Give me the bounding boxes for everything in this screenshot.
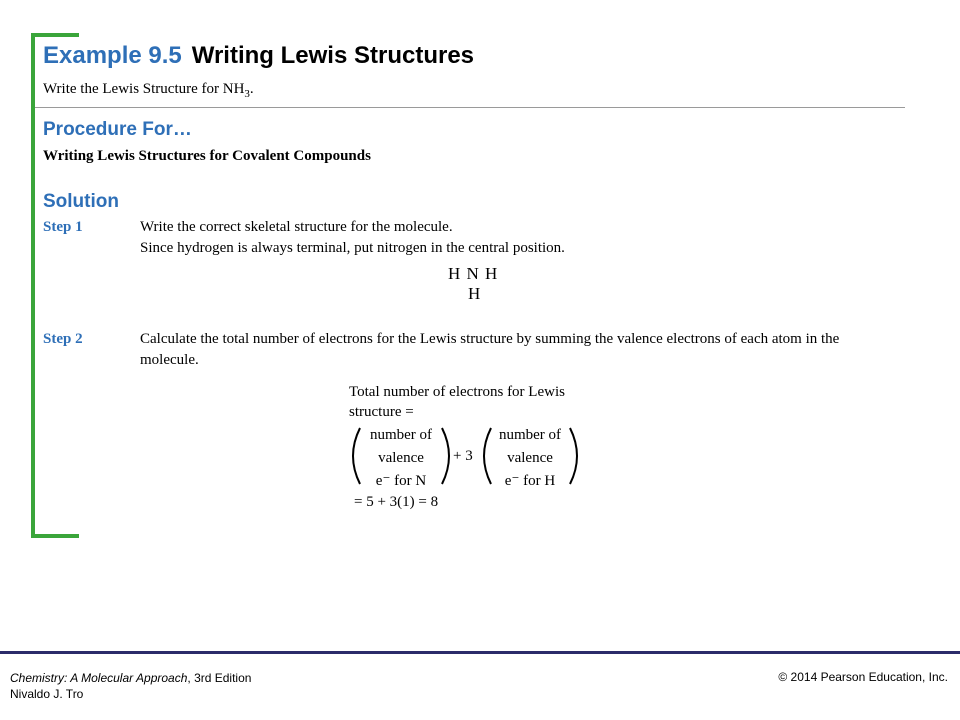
- step-1-text: [140, 217, 900, 259]
- book-title: Chemistry: A Molecular Approach: [10, 671, 188, 685]
- green-bracket-left: [31, 33, 35, 538]
- step-1-label: Step 1: [43, 219, 83, 235]
- book-edition: , 3rd Edition: [187, 671, 252, 685]
- equation-line-1: Total number of electrons for Lewis: [349, 384, 565, 400]
- intro-subscript: 3: [244, 88, 250, 100]
- intro-text: Write the Lewis Structure for $NH_3$.: [43, 81, 254, 100]
- footer-citation: [10, 670, 251, 702]
- author-name: Nivaldo J. Tro: [10, 687, 84, 701]
- example-label: Example 9.5: [43, 42, 182, 69]
- equation-line-2: structure =: [349, 404, 414, 420]
- green-bracket-top: [31, 33, 79, 37]
- procedure-subheading: Writing Lewis Structures for Covalent Compounds: [43, 148, 371, 164]
- fraction-hydrogen: number of valence e⁻ for H: [498, 427, 562, 489]
- multiplier: + 3: [453, 448, 473, 464]
- skeleton-row-1: H N H: [448, 264, 499, 283]
- footer-rule: [0, 651, 960, 654]
- electron-count-equation: [348, 384, 628, 514]
- procedure-heading: Procedure For…: [43, 119, 192, 140]
- step-1-line-2: Since hydrogen is always terminal, put nitrogen in the central position.: [140, 240, 565, 256]
- equation-result: = 5 + 3(1) = 8: [354, 494, 439, 510]
- step-1-line-1: Write the correct skeletal structure for the molecule.: [140, 219, 453, 235]
- solution-heading: Solution: [43, 191, 119, 212]
- green-bracket-bottom: [31, 534, 79, 538]
- skeletal-structure: [448, 264, 498, 304]
- fraction-nitrogen: number of valence e⁻ for N: [369, 427, 433, 489]
- title-text: Writing Lewis Structures: [191, 42, 475, 69]
- step-2-label: Step 2: [43, 331, 83, 347]
- skeleton-row-2: H: [468, 284, 482, 303]
- divider-line: [35, 107, 905, 108]
- slide-title: [43, 42, 474, 70]
- copyright-notice: © 2014 Pearson Education, Inc.: [778, 670, 948, 684]
- step-2-text: Calculate the total number of electrons for the Lewis structure by summing the valence electrons of each atom in the molecule.: [140, 331, 840, 368]
